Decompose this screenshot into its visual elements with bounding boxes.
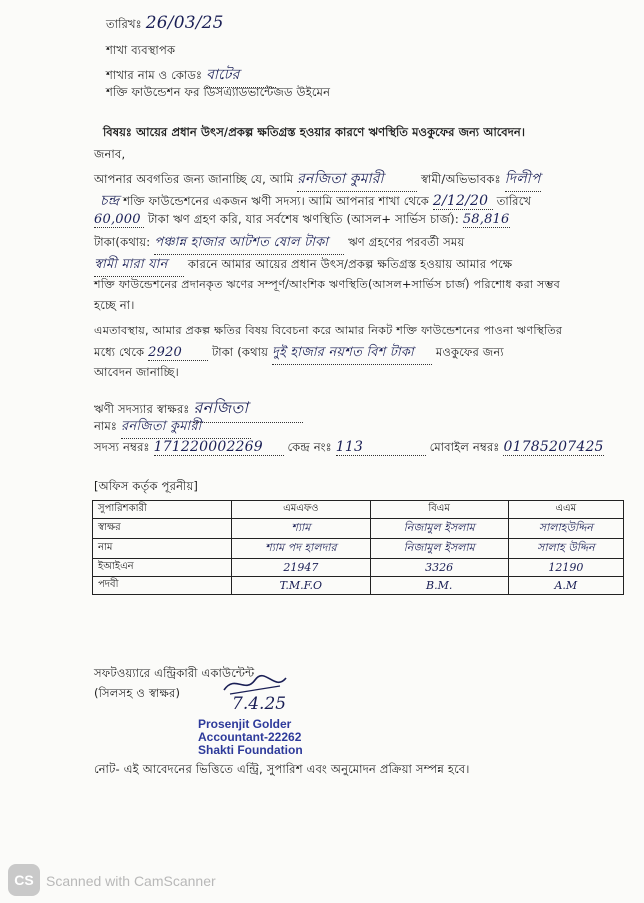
signature-cell: শ্যাম <box>232 519 371 539</box>
waiver-amount: 2920 <box>148 345 208 361</box>
branch-label: শাখার নাম ও কোডঃ <box>106 68 203 82</box>
signature-cell: সালাহউদ্দিন <box>508 519 623 539</box>
table-row <box>93 559 624 577</box>
para1-line4 <box>94 233 464 255</box>
para1-text-e: টাকা ঋণ গ্রহণ করি, যার সর্বশেষ ঋণস্থিতি (আসল+ সার্ভিস চার্জ): <box>147 212 459 226</box>
loan-date: 2/12/20 <box>433 193 493 210</box>
branch-value: বাটের <box>206 63 276 88</box>
para1-line7: হচ্ছে না। <box>94 298 135 312</box>
table-cell: 3326 <box>370 559 508 577</box>
row-label: নাম <box>93 539 232 559</box>
loan-amount: 60,000 <box>94 212 144 228</box>
para2-text-d: মওকুফের জন্য <box>435 345 504 359</box>
para1-text-b: স্বামী/অভিভাবকঃ <box>421 172 501 186</box>
para1-line5 <box>94 255 512 277</box>
loan-balance: 58,816 <box>462 212 510 227</box>
waiver-in-words: দুই হাজার নয়শত বিশ টাকা <box>272 343 432 365</box>
member-sign-label: ঋণী সদস্যার স্বাক্ষরঃ <box>94 402 190 416</box>
table-header-cell: বিএম <box>370 501 508 519</box>
table-cell: 21947 <box>232 559 371 577</box>
para1-line6: শক্তি ফাউন্ডেশনের প্রদানকৃত ঋণের সম্পূর্ণ/আংশিক ঋণস্থিতি(আসল+সার্ভিস চার্জ) পরিশোধ করা সম্ভব <box>94 278 561 291</box>
para1-text-a: আপনার অবগতির জন্য জানাচ্ছি যে, আমি <box>94 172 294 186</box>
table-cell: T.M.F.O <box>232 577 371 595</box>
table-header-cell: সুপারিশকারী <box>93 501 232 519</box>
table-row <box>93 577 624 595</box>
camscanner-logo-icon: CS <box>8 864 40 896</box>
para2-line1: এমতাবস্থায়, আমার প্রকল্প ক্ষতির বিষয় বিবেচনা করে আমার নিকট শক্তি ফাউন্ডেশনের পাওনা ঋণস্থিতির <box>94 324 563 337</box>
table-cell: 12190 <box>508 559 623 577</box>
member-signature: রনজিতা <box>193 395 303 423</box>
guardian-name: দিলীপ <box>505 167 541 192</box>
para2-text-b: মধ্যে থেকে <box>94 345 145 359</box>
member-info-row <box>94 439 604 458</box>
borrower-name: রনজিতা কুমারী <box>297 167 417 192</box>
stamp-line: Accountant-22262 <box>198 730 302 744</box>
salutation: জনাব, <box>94 147 126 161</box>
accountant-label: সফটওয়্যারে এন্ট্রিকারী একাউন্টেন্ট <box>94 666 255 680</box>
table-cell: শ্যাম পদ হালদার <box>232 539 371 559</box>
para1-text-d: তারিখে <box>496 194 532 208</box>
para1-line2 <box>100 189 531 213</box>
para1-text-c: শক্তি ফাউন্ডেশনের একজন ঋণী সদস্য। আমি আপনার শাখা থেকে <box>123 194 429 208</box>
table-cell: B.M. <box>370 577 508 595</box>
mobile-label: মোবাইল নম্বরঃ <box>429 440 500 454</box>
member-number-label: সদস্য নম্বরঃ <box>94 440 150 454</box>
stamp-line: Prosenjit Golder <box>198 717 292 731</box>
balance-in-words: পঞ্চান্ন হাজার আটশত ষোল টাকা <box>154 233 344 255</box>
member-name: রনজিতা কুমারী <box>121 417 251 439</box>
organization-name: শক্তি ফাউন্ডেশন ফর ডিসএ্যাডভান্টেজড উইমেন <box>106 85 331 99</box>
camscanner-watermark: Scanned with CamScanner <box>46 873 216 889</box>
signature-cell: নিজামুল ইসলাম <box>370 519 508 539</box>
member-name-label: নামঃ <box>94 419 118 433</box>
addressee-title: শাখা ব্যবস্থাপক <box>106 43 176 57</box>
loss-reason: স্বামী মারা যান <box>94 255 184 277</box>
table-header-cell: এমএফও <box>232 501 371 519</box>
accountant-seal-label: (সিলসহ ও স্বাক্ষর) <box>94 686 181 700</box>
row-label: স্বাক্ষর <box>93 519 232 539</box>
recommendation-table <box>92 500 624 595</box>
row-label: ইআইএন <box>93 559 232 577</box>
table-header-row <box>93 501 624 519</box>
para1-line3 <box>94 211 510 230</box>
accountant-stamp <box>198 718 303 757</box>
para2-line3: আবেদন জানাচ্ছি। <box>94 365 179 379</box>
footer-note: নোট- এই আবেদনের ভিত্তিতে এন্ট্রি, সুপারিশ এবং অনুমোদন প্রক্রিয়া সম্পন্ন হবে। <box>94 762 470 776</box>
mobile-number: 01785207425 <box>503 439 604 455</box>
para1-text-h: কারনে আমার আয়ের প্রধান উৎস/প্রকল্প ক্ষতিগ্রস্ত হওয়ায় আমার পক্ষে <box>187 257 513 271</box>
date-row <box>106 13 224 35</box>
row-label: পদবী <box>93 577 232 595</box>
office-use-label: [অফিস কর্তৃক পূরনীয়] <box>94 479 199 493</box>
date-value: 26/03/25 <box>145 13 224 33</box>
table-header-cell: এএম <box>508 501 623 519</box>
para2-text-c: টাকা (কথায় <box>211 345 269 359</box>
para2-line2 <box>94 343 504 365</box>
table-cell: A.M <box>508 577 623 595</box>
table-cell: সালাহ উদ্দিন <box>508 539 623 559</box>
para1-text-f: টাকা(কথায়: <box>94 235 151 249</box>
table-row <box>93 519 624 539</box>
accountant-sign-date: 7.4.25 <box>232 694 287 714</box>
table-row <box>93 539 624 559</box>
center-number: 113 <box>336 439 426 456</box>
table-cell: নিজামুল ইসলাম <box>370 539 508 559</box>
stamp-line: Shakti Foundation <box>198 743 303 757</box>
accountant-signature-icon <box>220 672 290 698</box>
guardian-name-cont: চন্দ্র <box>100 193 120 209</box>
subject-line: বিষয়ঃ আয়ের প্রধান উৎস/প্রকল্প ক্ষতিগ্রস্ত হওয়ার কারণে ঋণস্থিতি মওকুফের জন্য আবেদন। <box>103 126 526 139</box>
date-label: তারিখঃ <box>106 17 142 31</box>
para1-text-g: ঋণ গ্রহণের পরবর্তী সময় <box>348 235 465 249</box>
member-number: 171220002269 <box>154 439 284 456</box>
member-name-row <box>94 417 251 439</box>
center-number-label: কেন্দ্র নংঃ <box>287 440 332 454</box>
